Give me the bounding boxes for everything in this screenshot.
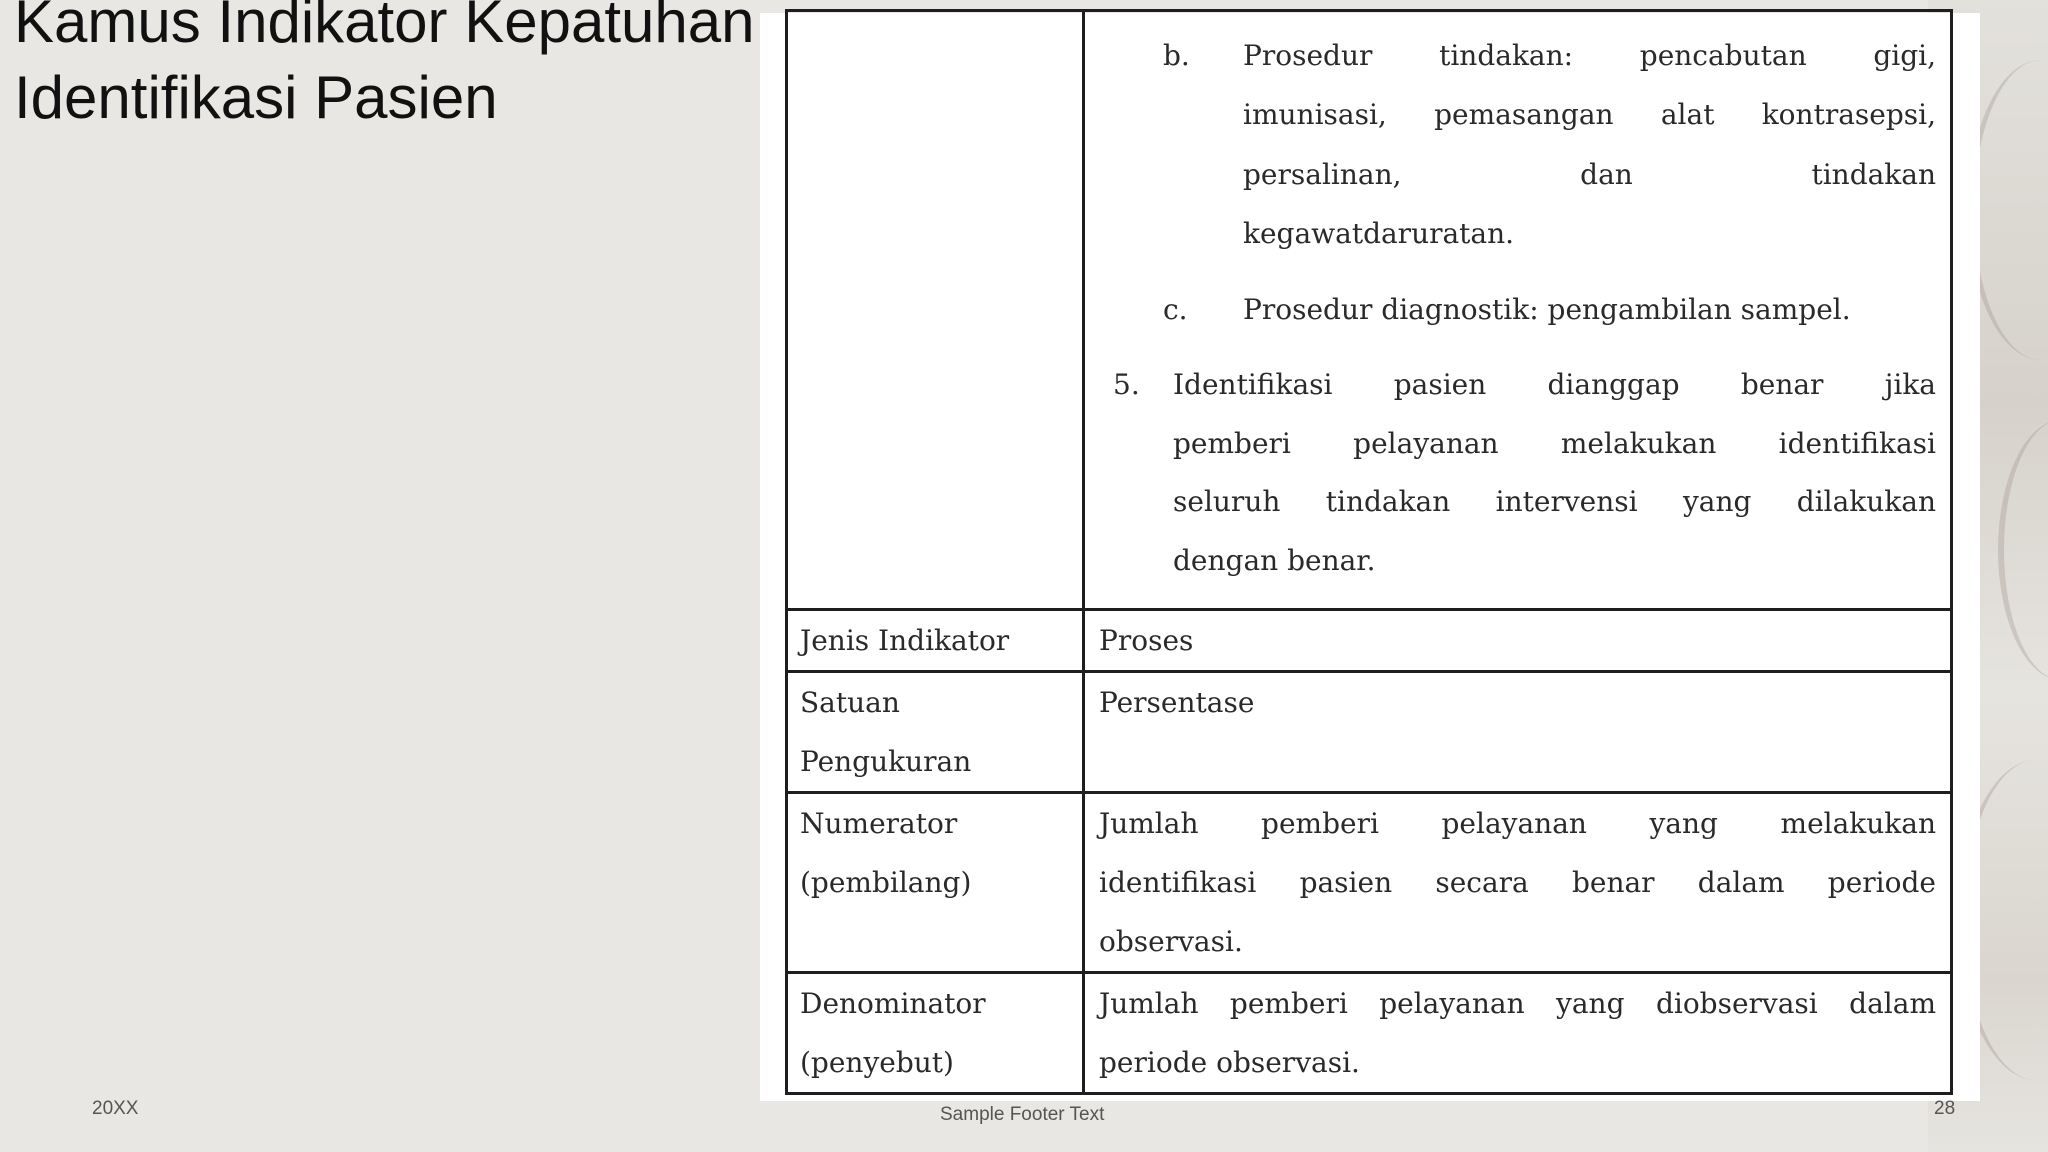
row-label-line-1: Satuan (800, 686, 900, 719)
footer-date: 20XX (92, 1098, 139, 1119)
slide-number: 28 (1934, 1098, 1956, 1119)
list-item-c: Prosedur diagnostik: pengambilan sampel. (1243, 293, 1851, 326)
footer-text: Sample Footer Text (940, 1104, 1105, 1125)
table-value-cell (1084, 793, 1952, 973)
row-label-line-2: (pembilang) (800, 866, 972, 899)
marble-vein (1998, 420, 2048, 680)
list-marker-b: b. (1163, 39, 1190, 72)
document-image (760, 13, 1980, 1101)
row-label-line-2: Pengukuran (800, 745, 972, 778)
list-item-5-line-3: seluruh tindakan intervensi yang dilakukan (1173, 485, 1936, 518)
slide-title-line-1: Kamus Indikator Kepatuhan (14, 0, 755, 55)
list-marker-5: 5. (1113, 368, 1140, 401)
table-row-continuation (787, 11, 1952, 610)
list-item-b-line-2: imunisasi, pemasangan alat kontrasepsi, (1243, 98, 1936, 131)
table-row-denominator (787, 973, 1952, 1094)
table-label-cell (787, 610, 1084, 672)
table-label-cell (787, 793, 1084, 973)
list-item-b-line-1: Prosedur tindakan: pencabutan gigi, (1243, 39, 1936, 72)
row-label-line-2: (penyebut) (800, 1046, 954, 1079)
list-item-5-line-1: Identifikasi pasien dianggap benar jika (1173, 368, 1936, 401)
row-value-line-1: Jumlah pemberi pelayanan yang melakukan (1099, 807, 1936, 840)
table-label-cell (787, 973, 1084, 1094)
table-cell-continuation (1084, 11, 1952, 610)
table-value-cell (1084, 973, 1952, 1094)
slide-title-line-2: Identifikasi Pasien (14, 64, 498, 131)
list-item-b-line-4: kegawatdaruratan. (1243, 217, 1515, 250)
indicator-table (785, 9, 1953, 1095)
row-value-line-2: periode observasi. (1099, 1046, 1360, 1079)
list-item-5-line-2: pemberi pelayanan melakukan identifikasi (1173, 427, 1936, 460)
table-value-cell (1084, 672, 1952, 793)
slide-title (14, 0, 774, 136)
table-cell-empty (787, 11, 1084, 610)
table-row-jenis-indikator (787, 610, 1952, 672)
table-row-numerator (787, 793, 1952, 973)
row-label-line-1: Numerator (800, 807, 958, 840)
row-label-line-1: Denominator (800, 987, 986, 1020)
list-marker-c: c. (1163, 293, 1188, 326)
row-value: Persentase (1099, 686, 1255, 719)
marble-vein (1968, 60, 2048, 360)
row-value-line-1: Jumlah pemberi pelayanan yang diobservasi dalam (1099, 987, 1936, 1020)
row-value: Proses (1099, 624, 1194, 657)
list-item-b-line-3: persalinan, dan tindakan (1243, 158, 1936, 191)
row-label: Jenis Indikator (800, 624, 1010, 657)
table-row-satuan-pengukuran (787, 672, 1952, 793)
table-label-cell (787, 672, 1084, 793)
row-value-line-3: observasi. (1099, 925, 1243, 958)
row-value-line-2: identifikasi pasien secara benar dalam periode (1099, 866, 1936, 899)
list-item-5-line-4: dengan benar. (1173, 544, 1376, 577)
table-value-cell (1084, 610, 1952, 672)
